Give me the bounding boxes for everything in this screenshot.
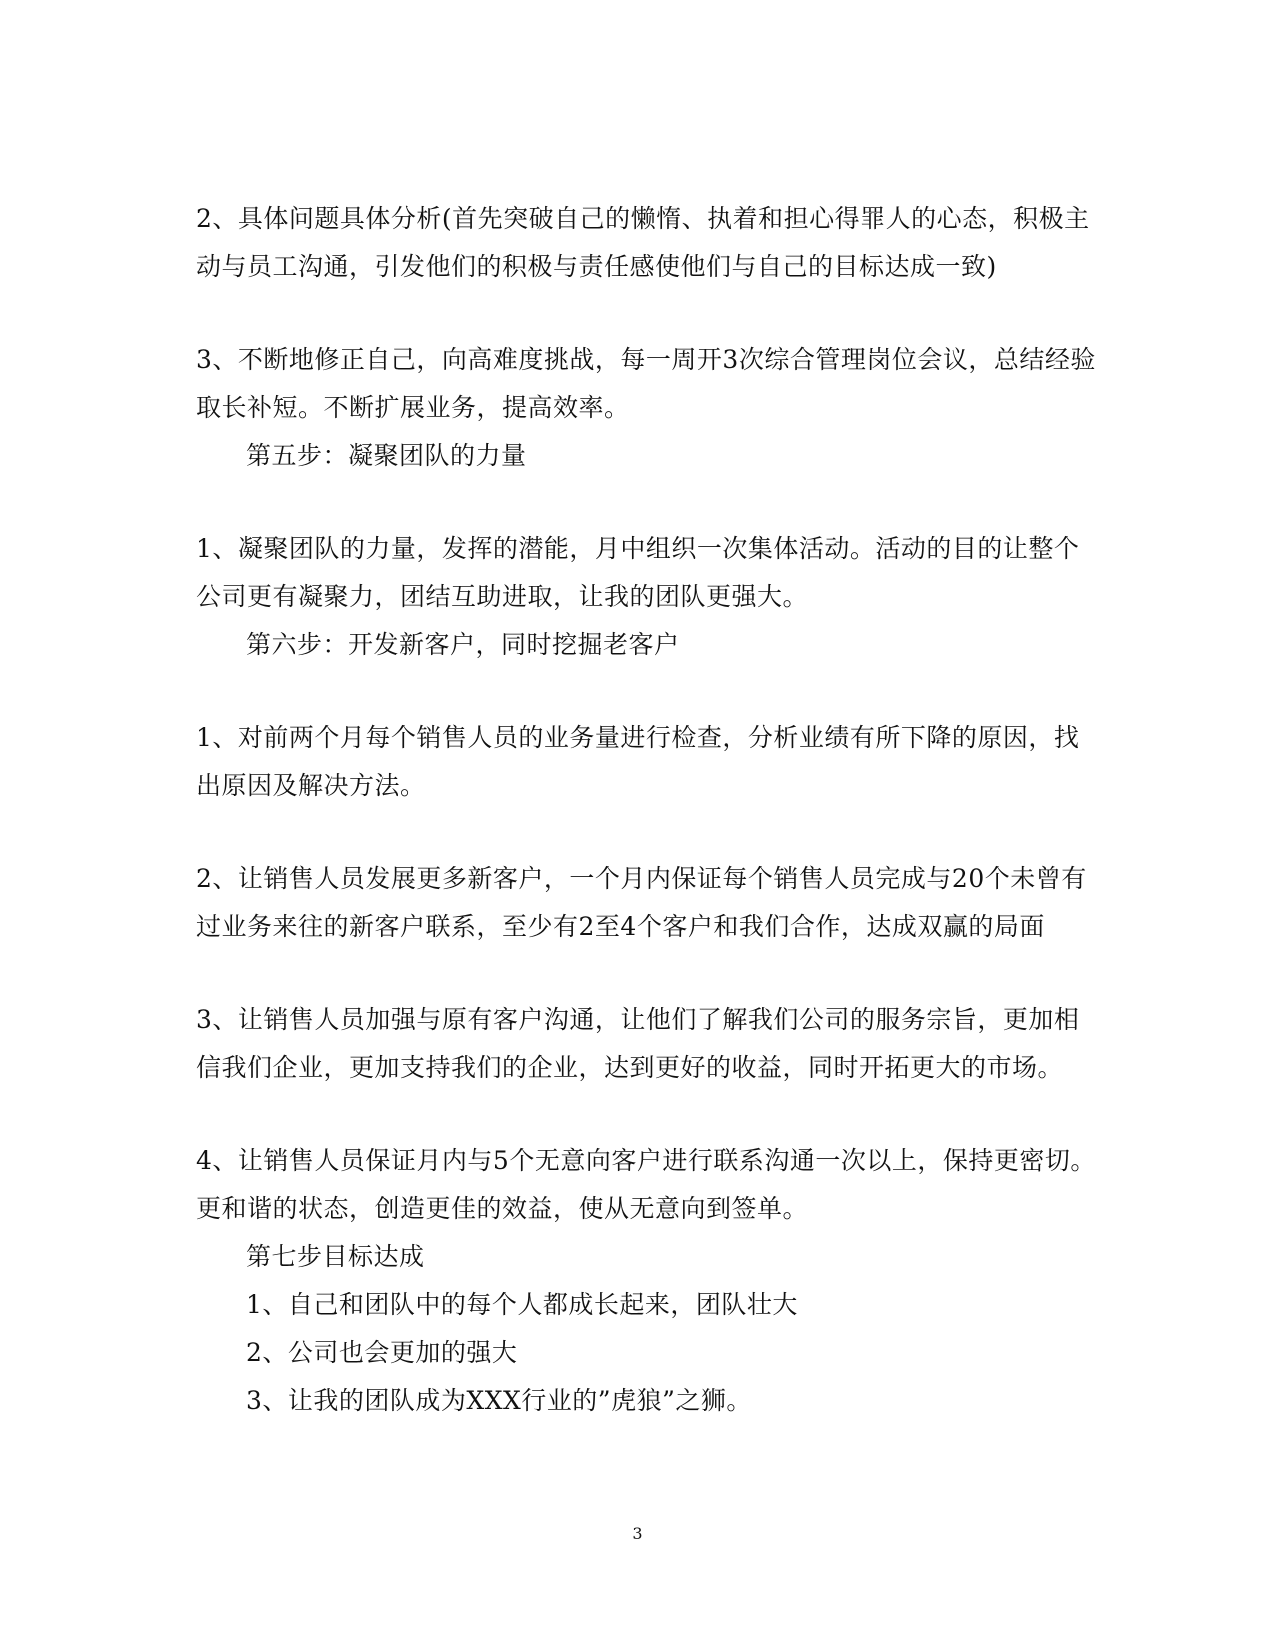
paragraph-line: 公司更有凝聚力，团结互助进取，让我的团队更强大。 [196,582,809,611]
list-item: 1、自己和团队中的每个人都成长起来，团队壮大 [246,1290,798,1319]
paragraph-line: 取长补短。不断扩展业务，提高效率。 [196,393,630,422]
paragraph-line: 2、具体问题具体分析(首先突破自己的懒惰、执着和担心得罪人的心态，积极主 [196,204,1090,233]
paragraph-line: 过业务来往的新客户联系，至少有2至4个客户和我们合作，达成双赢的局面 [196,912,1045,941]
paragraph-line: 1、凝聚团队的力量，发挥的潜能，月中组织一次集体活动。活动的目的让整个 [196,534,1080,563]
section-heading: 第六步：开发新客户，同时挖掘老客户 [246,630,680,659]
paragraph-line: 3、不断地修正自己，向高难度挑战，每一周开3次综合管理岗位会议，总结经验 [196,345,1096,374]
paragraph-line: 3、让销售人员加强与原有客户沟通，让他们了解我们公司的服务宗旨，更加相 [196,1005,1080,1034]
list-item: 2、公司也会更加的强大 [246,1338,518,1367]
paragraph-line: 4、让销售人员保证月内与5个无意向客户进行联系沟通一次以上，保持更密切。 [196,1146,1096,1175]
paragraph-line: 2、让销售人员发展更多新客户，一个月内保证每个销售人员完成与20个未曾有 [196,864,1087,893]
paragraph-line: 出原因及解决方法。 [196,771,426,800]
page-number: 3 [632,1524,643,1543]
paragraph-line: 1、对前两个月每个销售人员的业务量进行检查，分析业绩有所下降的原因，找 [196,723,1080,752]
list-item: 3、让我的团队成为XXX行业的”虎狼”之狮。 [246,1386,752,1415]
paragraph-line: 更和谐的状态，创造更佳的效益，使从无意向到签单。 [196,1194,809,1223]
section-heading: 第五步：凝聚团队的力量 [246,441,527,470]
section-heading: 第七步目标达成 [246,1242,425,1271]
paragraph-line: 动与员工沟通，引发他们的积极与责任感使他们与自己的目标达成一致) [196,252,997,281]
paragraph-line: 信我们企业，更加支持我们的企业，达到更好的收益，同时开拓更大的市场。 [196,1053,1064,1082]
